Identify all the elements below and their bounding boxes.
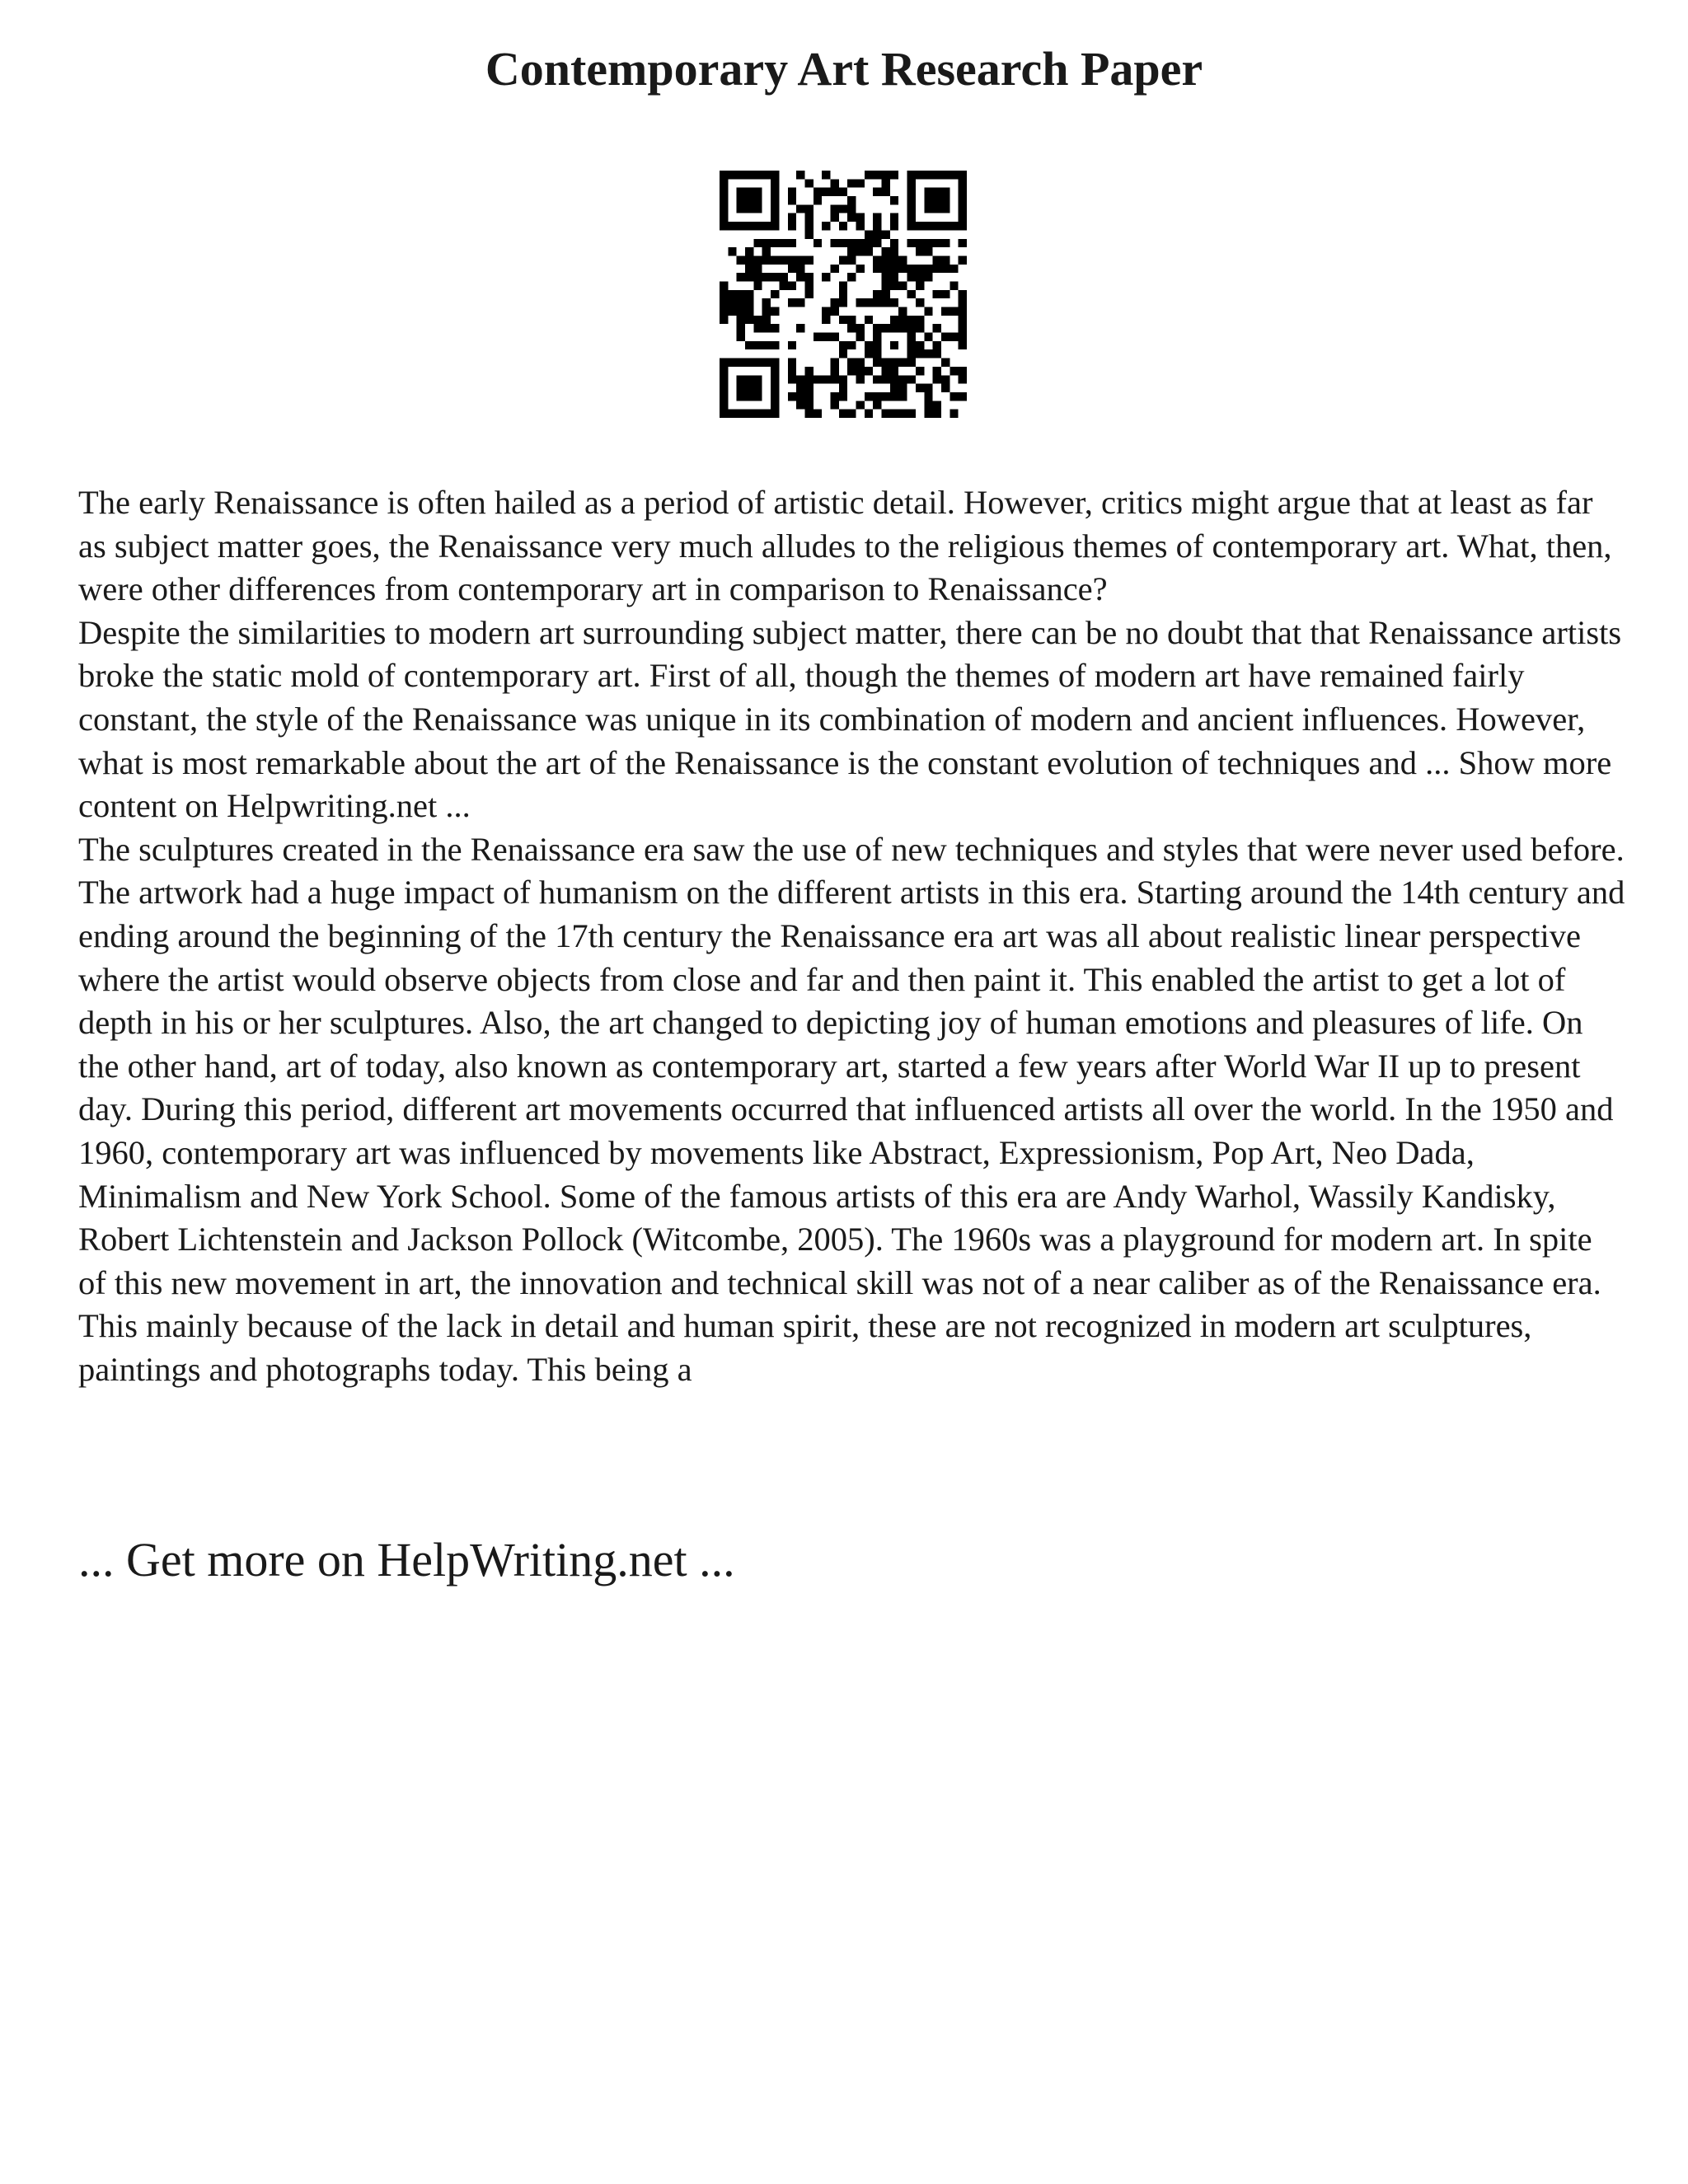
paragraph-1: The early Renaissance is often hailed as a period of artistic detail. However, critics might argue that at least as far as subject matter goes, the Renaissance very much alludes to the religious themes of contemporary art. What, then, were other differences from contemporary art in comparison to Renaissance?: [78, 484, 1612, 608]
get-more-link[interactable]: ... Get more on HelpWriting.net ...: [78, 1533, 735, 1586]
paragraph-3: The sculptures created in the Renaissance era saw the use of new techniques and styles that were never used before. The artwork had a huge impact of humanism on the different artists in this era. Starting around the 14th century and ending around the beginning of the 17th century the Renaissance era art was all about realistic linear perspective where the artist would observe objects from close and far and then paint it. This enabled the artist to get a lot of depth in his or her sculptures. Also, the art changed to depicting joy of human emotions and pleasures of life. On the other hand, art of today, also known as contemporary art, started a few years after World War II up to present day. During this period, different art movements occurred that influenced artists all over the world. In the 1950 and 1960, contemporary art was influenced by movements like Abstract, Expressionism, Pop Art, Neo Dada, Minimalism and New York School. Some of the famous artists of this era are Andy Warhol, Wassily Kandisky, Robert Lichtenstein and Jackson Pollock (Witcombe, 2005). The 1960s was a playground for modern art. In spite of this new movement in art, the innovation and technical skill was not of a near caliber as of the Renaissance era. This mainly because of the lack in detail and human spirit, these are not recognized in modern art sculptures, paintings and photographs today. This being a: [78, 830, 1625, 1388]
qr-code-icon[interactable]: [720, 171, 967, 418]
qr-code-graphic: [720, 171, 967, 418]
paragraph-2: Despite the similarities to modern art surrounding subject matter, there can be no doubt that that Renaissance artists broke the static mold of contemporary art. First of all, though the themes of modern art have remained fairly constant, the style of the Renaissance was unique in its combination of modern and ancient influences. However, what is most remarkable about the art of the Renaissance is the constant evolution of techniques and ... Show more content on Helpwriting.net ...: [78, 613, 1622, 825]
document-body: [78, 481, 1628, 1391]
document-title: Contemporary Art Research Paper: [485, 42, 1203, 96]
